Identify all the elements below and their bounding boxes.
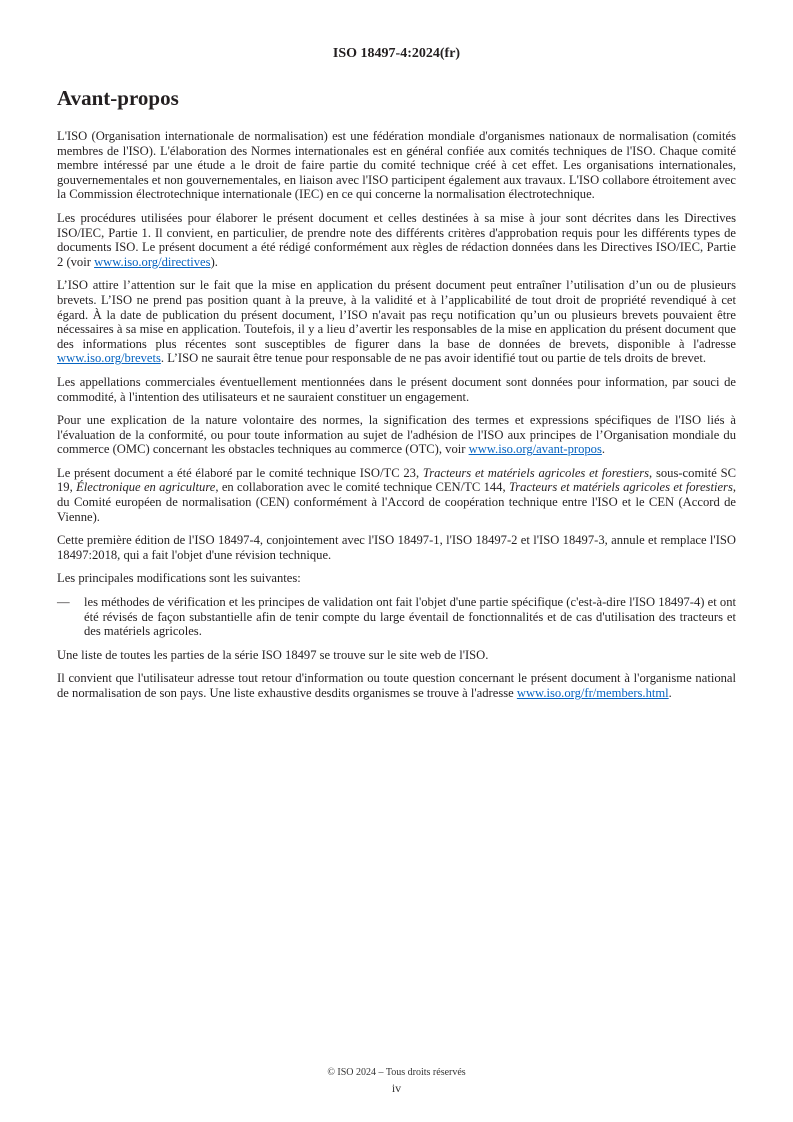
- paragraph-patents: [57, 278, 736, 366]
- paragraph-voluntary-nature: [57, 413, 736, 457]
- link-brevets[interactable]: www.iso.org/brevets: [57, 351, 161, 366]
- paragraph-edition: Cette première édition de l'ISO 18497-4, conjointement avec l'ISO 18497-1, l'ISO 18497-2 et l'ISO 18497-3, annule et remplace l'ISO 18497:2018, qui a fait l'objet d'une révision technique.: [57, 533, 736, 562]
- list-item: [57, 595, 736, 639]
- committee-title: Tracteurs et matériels agricoles et forestiers: [422, 465, 650, 480]
- page-title: Avant-propos: [57, 86, 179, 110]
- paragraph-changes-intro: Les principales modifications sont les suivantes:: [57, 571, 301, 586]
- page-number: iv: [391, 1081, 402, 1095]
- paragraph-trade-names: Les appellations commerciales éventuellement mentionnées dans le présent document sont données pour information, par souci de commodité, à l'intention des utilisateurs et ne sauraient constituer un engagement.: [57, 374, 736, 404]
- text: , du Comité européen de normalisation (CEN) conformément à l'Accord de coopération technique entre l'ISO et le CEN (Accord de Vienne).: [57, 480, 737, 524]
- text: ).: [210, 254, 218, 269]
- text: Pour une explication de la nature volontaire des normes, la signification des termes et expressions spécifiques de l'ISO liés à l'évaluation de la conformité, ou pour toute information au sujet de l'adhésion de l'ISO aux principes de l’Organisation mondiale du commerce (OMC) concernant les obstacles techniques au commerce (OTC), voir: [57, 413, 736, 457]
- paragraph-series-list: Une liste de toutes les parties de la série ISO 18497 se trouve sur le site web de l'ISO.: [57, 647, 489, 662]
- dash-bullet: —: [57, 595, 70, 610]
- paragraph-procedures: [57, 211, 736, 269]
- page-footer: [0, 1066, 793, 1096]
- paragraph-iso-intro: L'ISO (Organisation internationale de normalisation) est une fédération mondiale d'organismes nationaux de normalisation (comités membres de l'ISO). L'élaboration des Normes internationales est en général confiée aux comités techniques de l'ISO. Chaque comité membre intéressé par une étude a le droit de faire partie du comité technique créé à cet effet. Les organisations internationales, gouvernementales et non gouvernementales, en liaison avec l'ISO participent également aux travaux. L'ISO collabore étroitement avec la Commission électrotechnique internationale (IEC) en ce qui concerne la normalisation électrotechnique.: [57, 129, 736, 202]
- paragraph-committee: [57, 466, 736, 524]
- text: L’ISO attire l’attention sur le fait que la mise en application du présent document peut entraîner l’utilisation d’un ou de plusieurs brevets. L’ISO ne prend pas position quant à la preuve, à la validité et à l’applicabilité de tout droit de propriété revendiqué à cet égard. À la date de publication du présent document, l’ISO n'avait pas reçu notification qu’un ou plusieurs brevets pouvaient être nécessaires à sa mise en application. Toutefois, il y a lieu d’avertir les responsables de la mise en application du présent document que des informations plus récentes sont susceptibles de figurer dans la base de données de brevets, disponible à l'adresse: [57, 278, 736, 351]
- link-members[interactable]: www.iso.org/fr/members.html: [516, 686, 669, 700]
- subcommittee-title: Électronique en agriculture: [76, 480, 216, 495]
- text: , sous-comité SC 19,: [57, 465, 736, 495]
- text: Les procédures utilisées pour élaborer le présent document et celles destinées à sa mise à jour sont décrites dans les Directives ISO/IEC, Partie 1. Il convient, en particulier, de prendre note des différents critères d'approbation requis pour les différents types de documents ISO. Le présent document a été rédigé conformément aux règles de rédaction données dans les Directives ISO/IEC, Partie 2 (voir: [57, 210, 736, 269]
- text: .: [601, 442, 606, 457]
- document-header: ISO 18497-4:2024(fr): [332, 46, 461, 61]
- list-item-text: les méthodes de vérification et les principes de validation ont fait l'objet d'une partie spécifique (c'est-à-dire l'ISO 18497-4) et ont été révisés de façon substantielle afin de tenir compte du large éventail de fonctionnalités et de cas d'utilisation des tracteurs et des matériels agricoles.: [84, 595, 736, 639]
- copyright-notice: © ISO 2024 – Tous droits réservés: [327, 1067, 466, 1078]
- text: .: [668, 686, 672, 700]
- text: . L’ISO ne saurait être tenue pour responsable de ne pas avoir identifié tout ou partie de tels droits de brevet.: [160, 351, 706, 366]
- text: Le présent document a été élaboré par le comité technique ISO/TC 23,: [57, 465, 423, 480]
- text: Il convient que l'utilisateur adresse tout retour d'information ou toute question concernant le présent document à l'organisme national de normalisation de son pays. Une liste exhaustive desdits organismes se trouve à l'adresse: [57, 671, 736, 700]
- link-avant-propos[interactable]: www.iso.org/avant-propos: [468, 442, 602, 457]
- paragraph-feedback: [57, 671, 736, 700]
- cen-committee-title: Tracteurs et matériels agricoles et forestiers: [508, 480, 733, 495]
- document-body: [57, 129, 736, 710]
- text: , en collaboration avec le comité technique CEN/TC 144,: [215, 480, 509, 495]
- link-directives[interactable]: www.iso.org/directives: [94, 254, 211, 269]
